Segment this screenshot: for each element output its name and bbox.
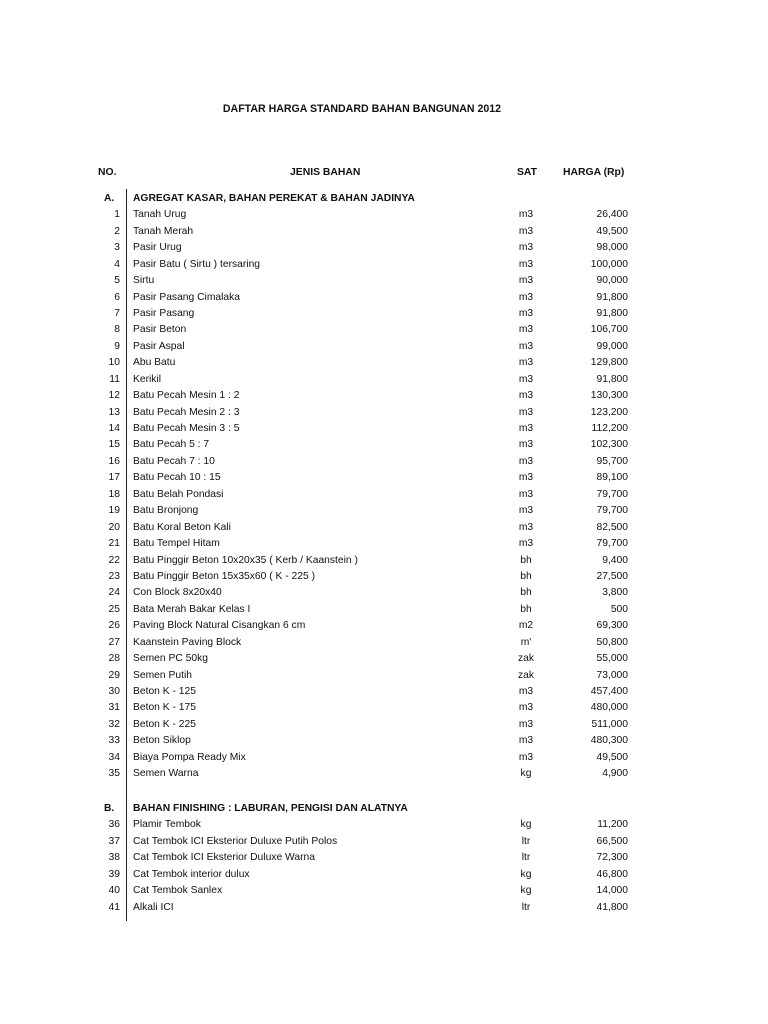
unit: m3 (518, 324, 534, 336)
row-number: 12 (108, 390, 120, 402)
material-name: Biaya Pompa Ready Mix (133, 751, 246, 763)
row-number: 1 (114, 209, 120, 221)
table-row (0, 717, 768, 733)
table-row (0, 224, 768, 240)
table-row (0, 850, 768, 866)
unit: m3 (518, 521, 534, 533)
price: 123,200 (590, 406, 628, 418)
material-name: Abu Batu (133, 357, 176, 369)
material-name: Batu Belah Pondasi (133, 488, 224, 500)
row-number: 39 (108, 868, 120, 880)
table-row (0, 520, 768, 536)
price: 82,500 (596, 521, 628, 533)
unit: m3 (518, 439, 534, 451)
material-name: Batu Pecah 7 : 10 (133, 455, 215, 467)
unit: m3 (518, 423, 534, 434)
price: 4,900 (602, 768, 628, 779)
row-number: 2 (114, 225, 120, 237)
row-number: 8 (114, 324, 120, 336)
table-row (0, 355, 768, 371)
material-name: Con Block 8x20x40 (133, 587, 222, 599)
unit: m3 (518, 751, 534, 763)
unit: kg (520, 768, 532, 779)
price: 73,000 (596, 669, 628, 681)
unit: m3 (518, 455, 534, 467)
table-row (0, 454, 768, 470)
row-number: 40 (108, 885, 120, 897)
row-number: 34 (108, 751, 120, 763)
material-name: Paving Block Natural Cisangkan 6 cm (133, 620, 306, 632)
table-row (0, 900, 768, 916)
unit: m3 (518, 735, 534, 747)
unit: kg (520, 885, 532, 897)
material-name: Cat Tembok ICI Eksterior Duluxe Putih Polos (133, 835, 338, 847)
material-name: Pasir Pasang Cimalaka (133, 291, 241, 303)
row-number: 24 (108, 587, 120, 599)
row-number: 38 (108, 852, 120, 864)
row-number: 41 (108, 901, 120, 913)
unit: m3 (518, 242, 534, 254)
table-row (0, 306, 768, 322)
price: 99,000 (596, 340, 628, 352)
price: 49,500 (596, 225, 628, 237)
price: 91,800 (596, 373, 628, 385)
unit: bh (520, 603, 532, 615)
row-number: 13 (108, 406, 120, 418)
row-number: 17 (108, 472, 120, 484)
row-number: 6 (114, 291, 120, 303)
table-row (0, 322, 768, 338)
price: 55,000 (596, 653, 628, 664)
unit: m3 (518, 488, 534, 500)
price: 14,000 (596, 885, 628, 897)
table-row (0, 618, 768, 634)
material-name: Batu Pecah Mesin 2 : 3 (133, 406, 240, 418)
material-name: Beton K - 125 (133, 685, 196, 697)
material-name: Batu Pinggir Beton 15x35x60 ( K - 225 ) (133, 570, 316, 582)
table-row (0, 585, 768, 601)
material-name: Batu Bronjong (133, 505, 199, 517)
material-name: Plamir Tembok (133, 819, 201, 831)
material-name: Tanah Merah (133, 225, 194, 237)
table-row (0, 536, 768, 552)
price: 26,400 (596, 209, 628, 221)
material-name: Sirtu (133, 275, 155, 287)
unit: ltr (521, 852, 531, 864)
table-row (0, 635, 768, 651)
table-row (0, 470, 768, 486)
material-name: Batu Pecah 10 : 15 (133, 472, 221, 484)
row-number: 32 (108, 718, 120, 730)
table-row (0, 883, 768, 899)
price: 91,800 (596, 308, 628, 319)
row-number: 35 (108, 768, 120, 779)
unit: m3 (518, 308, 534, 319)
row-number: 25 (108, 603, 120, 615)
table-row (0, 733, 768, 749)
unit: bh (520, 570, 532, 582)
price: 130,300 (590, 390, 628, 402)
material-name: Beton K - 175 (133, 702, 196, 714)
material-name: Pasir Urug (133, 242, 182, 254)
section-title: BAHAN FINISHING : LABURAN, PENGISI DAN ALATNYA (133, 803, 408, 814)
table-row (0, 668, 768, 684)
material-name: Kaanstein Paving Block (133, 636, 242, 648)
unit: bh (520, 554, 532, 566)
row-number: 11 (109, 373, 120, 385)
unit: kg (520, 819, 532, 831)
document-title: DAFTAR HARGA STANDARD BAHAN BANGUNAN 2012 (222, 103, 502, 115)
unit: m3 (518, 685, 534, 697)
price: 91,800 (596, 291, 628, 303)
unit: m3 (518, 505, 534, 517)
row-number: 15 (108, 439, 120, 451)
price: 129,800 (590, 357, 628, 369)
unit: zak (517, 653, 535, 664)
material-name: Cat Tembok ICI Eksterior Duluxe Warna (133, 852, 315, 864)
price: 49,500 (596, 751, 628, 763)
price: 9,400 (602, 554, 628, 566)
row-number: 31 (108, 702, 120, 714)
material-name: Beton Siklop (133, 735, 191, 747)
row-number: 26 (108, 620, 120, 632)
material-name: Batu Tempel Hitam (133, 538, 220, 549)
section-code: B. (104, 803, 115, 814)
unit: m3 (518, 718, 534, 730)
unit: m3 (518, 357, 534, 369)
material-name: Cat Tembok Sanlex (133, 885, 223, 897)
table-row (0, 750, 768, 766)
table-row (0, 273, 768, 289)
table-row (0, 421, 768, 437)
material-name: Semen Putih (133, 669, 192, 681)
row-number: 30 (108, 685, 120, 697)
price: 79,700 (596, 538, 628, 549)
unit: m3 (518, 225, 534, 237)
price: 102,300 (590, 439, 628, 451)
row-number: 29 (108, 669, 120, 681)
material-name: Semen PC 50kg (133, 653, 208, 664)
column-header-jenis-bahan: JENIS BAHAN (290, 167, 361, 178)
unit: m2 (518, 620, 534, 632)
row-number: 18 (108, 488, 120, 500)
table-row (0, 834, 768, 850)
material-name: Batu Pecah Mesin 1 : 2 (133, 390, 240, 402)
price: 106,700 (590, 324, 628, 336)
material-name: Beton K - 225 (133, 718, 196, 730)
unit: m3 (518, 258, 534, 270)
price: 100,000 (590, 258, 628, 270)
table-row (0, 487, 768, 503)
row-number: 14 (108, 423, 120, 434)
unit: ltr (521, 835, 531, 847)
column-header-harga: HARGA (Rp) (563, 167, 625, 178)
price: 11,200 (597, 819, 628, 831)
unit: ltr (521, 901, 531, 913)
material-name: Bata Merah Bakar Kelas I (133, 603, 251, 615)
price: 480,000 (590, 702, 628, 714)
material-name: Semen Warna (133, 768, 199, 779)
price: 95,700 (596, 455, 628, 467)
row-number: 3 (114, 242, 120, 254)
material-name: Cat Tembok interior dulux (133, 868, 250, 880)
price: 457,400 (590, 685, 628, 697)
price: 500 (610, 603, 628, 615)
unit: m3 (518, 209, 534, 221)
table-row (0, 684, 768, 700)
price: 112,200 (591, 423, 628, 434)
table-row (0, 240, 768, 256)
table-row (0, 766, 768, 782)
row-number: 20 (108, 521, 120, 533)
row-number: 5 (114, 275, 120, 287)
row-number: 4 (114, 258, 120, 270)
table-row (0, 257, 768, 273)
row-number: 7 (114, 308, 120, 319)
price: 90,000 (596, 275, 628, 287)
unit: m3 (518, 390, 534, 402)
unit: bh (520, 587, 532, 599)
table-row (0, 503, 768, 519)
unit: zak (517, 669, 535, 681)
price: 27,500 (596, 570, 628, 582)
price: 50,800 (596, 636, 628, 648)
price: 3,800 (602, 587, 628, 599)
price: 66,500 (596, 835, 628, 847)
table-row (0, 553, 768, 569)
unit: kg (520, 868, 532, 880)
unit: m3 (518, 291, 534, 303)
unit: m3 (518, 472, 534, 484)
price: 98,000 (596, 242, 628, 254)
row-number: 9 (114, 340, 120, 352)
row-number: 16 (108, 455, 120, 467)
material-name: Pasir Beton (133, 324, 187, 336)
table-row (0, 290, 768, 306)
row-number: 23 (108, 570, 120, 582)
material-name: Batu Pinggir Beton 10x20x35 ( Kerb / Kaanstein ) (133, 554, 358, 566)
unit: m' (520, 636, 532, 648)
price: 79,700 (596, 505, 628, 517)
row-number: 22 (108, 554, 120, 566)
table-row (0, 388, 768, 404)
unit: m3 (518, 373, 534, 385)
section-title: AGREGAT KASAR, BAHAN PEREKAT & BAHAN JADINYA (133, 193, 415, 204)
section-code: A. (104, 193, 115, 204)
material-name: Batu Pecah 5 : 7 (133, 439, 210, 451)
table-row (0, 339, 768, 355)
material-name: Kerikil (133, 373, 162, 385)
material-name: Pasir Aspal (133, 340, 185, 352)
material-name: Pasir Pasang (133, 308, 195, 319)
material-name: Alkali ICI (133, 901, 174, 913)
unit: m3 (518, 340, 534, 352)
row-number: 21 (108, 538, 120, 549)
table-row (0, 372, 768, 388)
price: 41,800 (596, 901, 628, 913)
row-number: 37 (108, 835, 120, 847)
table-row (0, 405, 768, 421)
table-row (0, 700, 768, 716)
unit: m3 (518, 538, 534, 549)
price: 480,300 (590, 735, 628, 747)
material-name: Pasir Batu ( Sirtu ) tersaring (133, 258, 261, 270)
material-name: Batu Pecah Mesin 3 : 5 (133, 423, 240, 434)
price: 89,100 (596, 472, 628, 484)
column-header-sat: SAT (517, 167, 538, 178)
column-header-no: NO. (98, 167, 117, 178)
unit: m3 (518, 406, 534, 418)
row-number: 27 (108, 636, 120, 648)
row-number: 33 (108, 735, 120, 747)
row-number: 10 (108, 357, 120, 369)
row-number: 28 (108, 653, 120, 664)
price: 79,700 (596, 488, 628, 500)
table-row (0, 817, 768, 833)
price: 69,300 (596, 620, 628, 632)
table-row (0, 437, 768, 453)
table-row (0, 602, 768, 618)
price: 46,800 (596, 868, 628, 880)
row-number: 19 (108, 505, 120, 517)
material-name: Tanah Urug (133, 209, 187, 221)
material-name: Batu Koral Beton Kali (133, 521, 231, 533)
row-number: 36 (108, 819, 120, 831)
unit: m3 (518, 275, 534, 287)
unit: m3 (518, 702, 534, 714)
table-row (0, 569, 768, 585)
table-row (0, 651, 768, 667)
price: 511,000 (591, 718, 628, 730)
table-row (0, 867, 768, 883)
table-row (0, 207, 768, 223)
price: 72,300 (596, 852, 628, 864)
